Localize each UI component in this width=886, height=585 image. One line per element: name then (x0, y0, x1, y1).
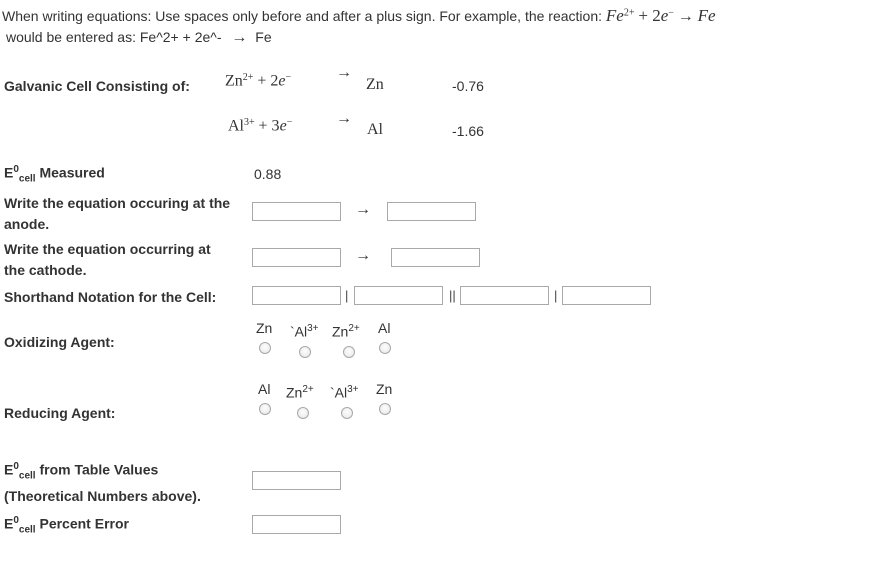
half2-e: e (279, 117, 287, 135)
instructions-example: would be entered as: Fe^2+ + 2e^- (6, 29, 222, 45)
oxidizing-radio-al3[interactable] (299, 346, 311, 358)
reducing-radio-al3[interactable] (341, 407, 353, 419)
half1-e: e (278, 72, 286, 90)
cathode-label-line2: the cathode. (4, 262, 87, 278)
half1-e-sup: − (285, 72, 292, 83)
table-values-sup: 0 (13, 461, 19, 472)
half1-arrow: → (336, 64, 352, 81)
cathode-reactant-input[interactable] (252, 248, 341, 267)
percent-error-sup: 0 (13, 515, 19, 526)
reducing-option-3-text: `Al (330, 384, 348, 401)
reducing-radio-zn2[interactable] (297, 407, 309, 419)
measured-sub: cell (18, 173, 36, 185)
half2-electrons: + 3 (258, 117, 280, 135)
reducing-option-label-3 (330, 384, 359, 401)
shorthand-label: Shorthand Notation for the Cell: (4, 289, 217, 305)
half2-product: Al (367, 121, 383, 138)
percent-error-label (4, 515, 129, 535)
half1-electrons: + 2 (257, 72, 279, 90)
example-product: Fe (697, 6, 716, 25)
measured-rest: Measured (35, 164, 105, 181)
oxidizing-radio-al[interactable] (379, 342, 391, 354)
oxidizing-option-4-text: Al (378, 320, 391, 336)
reducing-option-2-text: Zn (286, 384, 303, 401)
oxidizing-radio-zn[interactable] (259, 342, 271, 354)
half2-arrow: → (336, 110, 352, 127)
example-plus: + 2 (638, 6, 661, 25)
reducing-radio-al[interactable] (259, 403, 271, 415)
galvanic-label: Galvanic Cell Consisting of: (4, 78, 190, 94)
example-charge: 2+ (623, 7, 635, 19)
reducing-option-1-text: Al (258, 381, 271, 397)
reducing-option-4-text: Zn (376, 381, 393, 397)
cathode-label-line1: Write the equation occurring at (4, 241, 211, 257)
oxidizing-option-label-2 (290, 323, 319, 340)
half1-charge: 2+ (242, 72, 254, 83)
percent-error-input[interactable] (252, 515, 341, 534)
shorthand-salt-bridge: || (449, 288, 456, 303)
example2-arrow: → (231, 29, 248, 46)
example2-product: Fe (255, 29, 272, 45)
example-species: Fe (605, 6, 624, 25)
instructions-line1 (2, 6, 716, 26)
measured-value: 0.88 (254, 166, 282, 182)
table-values-e: E (4, 461, 14, 478)
measured-sup: 0 (13, 164, 19, 175)
half2-e-sup: − (286, 117, 293, 128)
oxidizing-option-label-4 (378, 320, 390, 336)
cathode-arrow: → (355, 247, 371, 264)
oxidizing-label: Oxidizing Agent: (4, 334, 115, 350)
oxidizing-radio-zn2[interactable] (343, 346, 355, 358)
measured-e: E (4, 164, 14, 181)
oxidizing-option-3-text: Zn (332, 323, 349, 340)
instructions-text: When writing equations: Use spaces only before and after a plus sign. For example, the reaction: (2, 8, 602, 24)
measured-label (4, 164, 105, 184)
half1-species: Zn (225, 72, 243, 90)
anode-reactant-input[interactable] (252, 202, 341, 221)
half-reaction-2 (228, 117, 292, 136)
anode-arrow: → (355, 201, 371, 218)
oxidizing-option-1-text: Zn (256, 320, 273, 336)
reducing-label: Reducing Agent: (4, 405, 116, 421)
reducing-option-label-4 (376, 381, 392, 397)
half2-potential: -1.66 (452, 123, 484, 139)
shorthand-anode-ion-input[interactable] (354, 286, 443, 305)
table-values-sub: cell (18, 470, 36, 482)
shorthand-sep-1: | (345, 288, 349, 303)
anode-label-line1: Write the equation occuring at the (4, 195, 231, 211)
example-e-sup: − (668, 7, 674, 19)
example-e: e (660, 6, 669, 25)
half2-species: Al (228, 117, 244, 135)
reducing-option-2-sup: 2+ (302, 384, 314, 395)
theoretical-ecell-input[interactable] (252, 471, 341, 490)
reducing-radio-zn[interactable] (379, 403, 391, 415)
shorthand-cathode-input[interactable] (562, 286, 651, 305)
oxidizing-option-2-sup: 3+ (307, 323, 319, 334)
shorthand-sep-3: | (554, 288, 558, 303)
oxidizing-option-label-1 (256, 320, 272, 336)
oxidizing-option-3-sup: 2+ (348, 323, 360, 334)
anode-product-input[interactable] (387, 202, 476, 221)
percent-error-rest: Percent Error (35, 515, 129, 532)
half1-product: Zn (366, 76, 384, 93)
shorthand-cathode-ion-input[interactable] (460, 286, 549, 305)
half2-charge: 3+ (244, 117, 255, 128)
oxidizing-option-2-text: `Al (290, 323, 308, 340)
percent-error-sub: cell (18, 524, 36, 536)
percent-error-e: E (4, 515, 14, 532)
table-values-label-line2: (Theoretical Numbers above). (4, 488, 201, 504)
reducing-option-label-2 (286, 384, 314, 401)
half-reaction-1 (225, 72, 291, 91)
reducing-option-3-sup: 3+ (347, 384, 359, 395)
example-arrow: → (677, 8, 694, 25)
reducing-option-label-1 (258, 381, 270, 397)
instructions-line2 (6, 29, 272, 47)
anode-label-line2: anode. (4, 216, 50, 232)
oxidizing-option-label-3 (332, 323, 360, 340)
table-values-rest: from Table Values (35, 461, 159, 478)
table-values-label (4, 461, 158, 481)
half1-potential: -0.76 (452, 78, 484, 94)
shorthand-anode-input[interactable] (252, 286, 341, 305)
cathode-product-input[interactable] (391, 248, 480, 267)
